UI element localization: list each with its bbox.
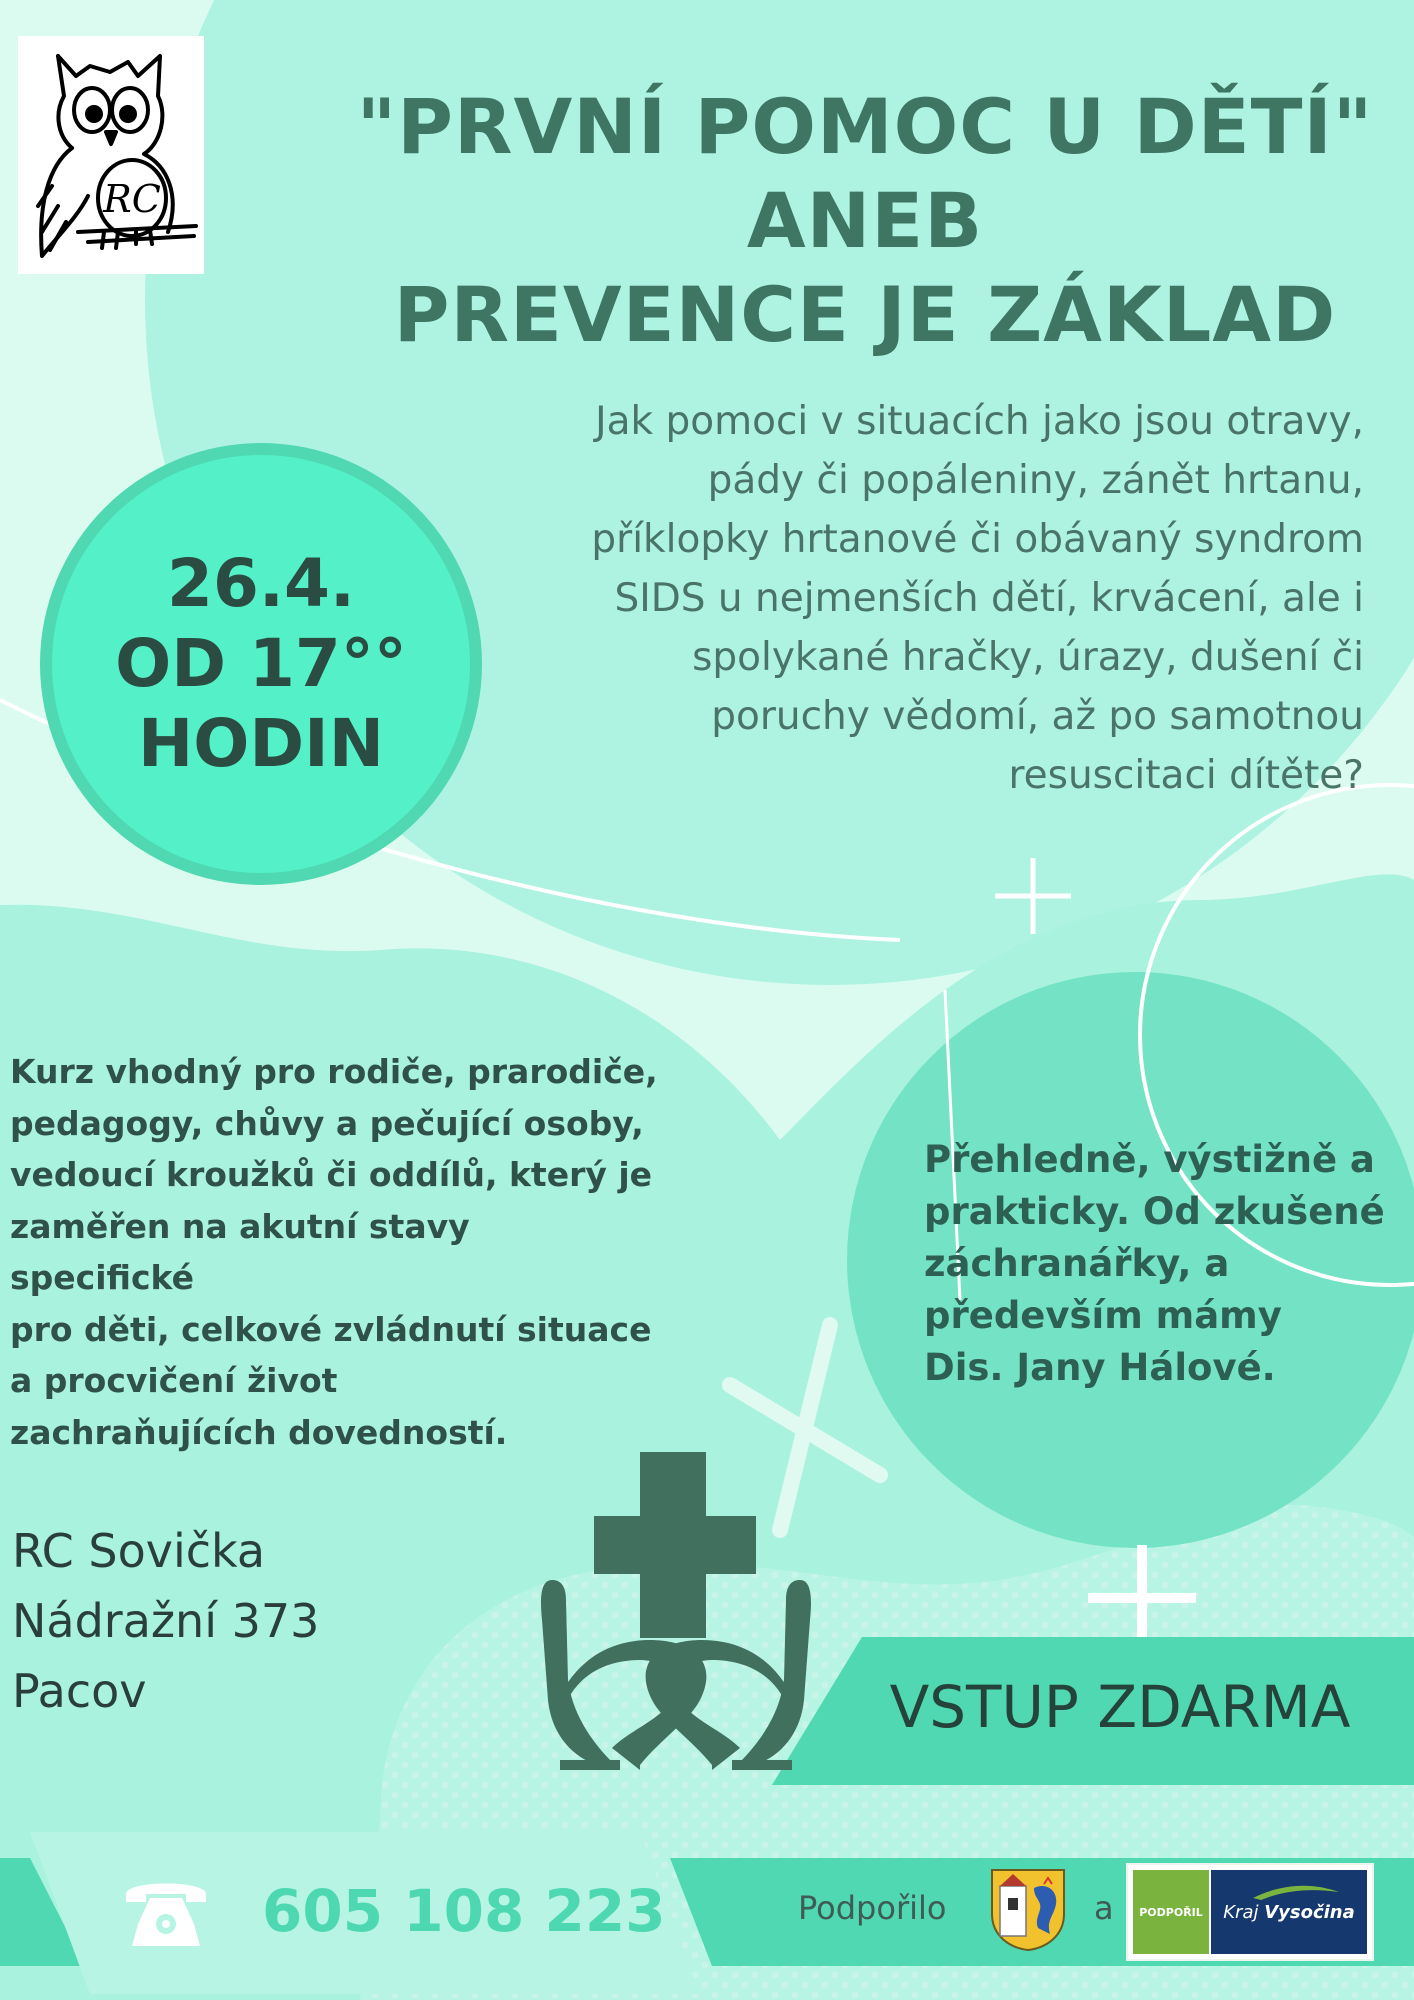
date-line-1: 26.4. <box>167 545 355 622</box>
title-line-3: PREVENCE JE ZÁKLAD <box>393 270 1337 359</box>
intro-line: SIDS u nejmenších dětí, krvácení, ale i <box>614 576 1364 621</box>
note-line: prakticky. Od zkušené <box>924 1190 1385 1233</box>
lecturer-note <box>924 1134 1404 1394</box>
course-line: specifické <box>10 1258 194 1297</box>
course-line: a procvičení život <box>10 1361 338 1400</box>
date-line-3: HODIN <box>138 705 384 782</box>
region-name-part: Kraj <box>1223 1901 1259 1923</box>
intro-line: pády či popáleniny, zánět hrtanu, <box>707 458 1364 503</box>
intro-line: resuscitaci dítěte? <box>1008 753 1364 798</box>
free-entry-label: VSTUP ZDARMA <box>889 1673 1351 1741</box>
rc-sovicka-logo <box>18 36 204 274</box>
region-badge: PODPOŘIL <box>1133 1870 1209 1954</box>
course-line: vedoucí kroužků či oddílů, který je <box>10 1155 653 1194</box>
event-title <box>330 80 1400 362</box>
intro-line: spolykané hračky, úrazy, dušení či <box>692 635 1364 680</box>
intro-line: poruchy vědomí, až po samotnou <box>711 694 1364 739</box>
title-line-2: ANEB <box>746 176 984 265</box>
note-line: záchranářky, a <box>924 1242 1230 1285</box>
region-name-bold: Vysočina <box>1264 1901 1355 1923</box>
note-line: Přehledně, výstižně a <box>924 1138 1375 1181</box>
intro-paragraph <box>460 392 1364 805</box>
and-label: a <box>1094 1889 1114 1927</box>
address-line-1: RC Sovička <box>12 1524 266 1578</box>
logo-text: RC <box>103 177 161 221</box>
intro-line: příklopky hrtanové či obávaný syndrom <box>591 517 1364 562</box>
title-line-1: "PRVNÍ POMOC U DĚTÍ" <box>356 82 1374 171</box>
course-description <box>10 1046 690 1458</box>
address-line-2: Nádražní 373 <box>12 1594 320 1648</box>
note-line: Dis. Jany Hálové. <box>924 1346 1276 1389</box>
course-line: Kurz vhodný pro rodiče, prarodiče, <box>10 1052 658 1091</box>
supported-by-label: Podpořilo <box>798 1889 947 1927</box>
date-badge <box>52 455 470 873</box>
telephone-icon <box>120 1872 212 1952</box>
phone-number[interactable]: 605 108 223 <box>262 1877 666 1945</box>
swoosh-icon <box>1251 1882 1341 1902</box>
date-line-2: OD 17°° <box>115 625 407 702</box>
intro-line: Jak pomoci v situacích jako jsou otravy, <box>595 399 1364 444</box>
region-name <box>1211 1870 1367 1954</box>
kraj-vysocina-logo <box>1128 1865 1372 1959</box>
address-line-3: Pacov <box>12 1664 147 1718</box>
course-line: zaměřen na akutní stavy <box>10 1206 470 1246</box>
venue-address <box>12 1516 319 1726</box>
owl-icon <box>18 36 204 274</box>
course-line: pedagogy, chůvy a pečující osoby, <box>10 1103 644 1143</box>
course-line: pro děti, celkové zvládnutí situace <box>10 1309 652 1349</box>
pacov-coat-of-arms <box>990 1868 1066 1952</box>
course-line: zachraňujících dovedností. <box>10 1412 508 1452</box>
note-line: především mámy <box>924 1294 1282 1337</box>
